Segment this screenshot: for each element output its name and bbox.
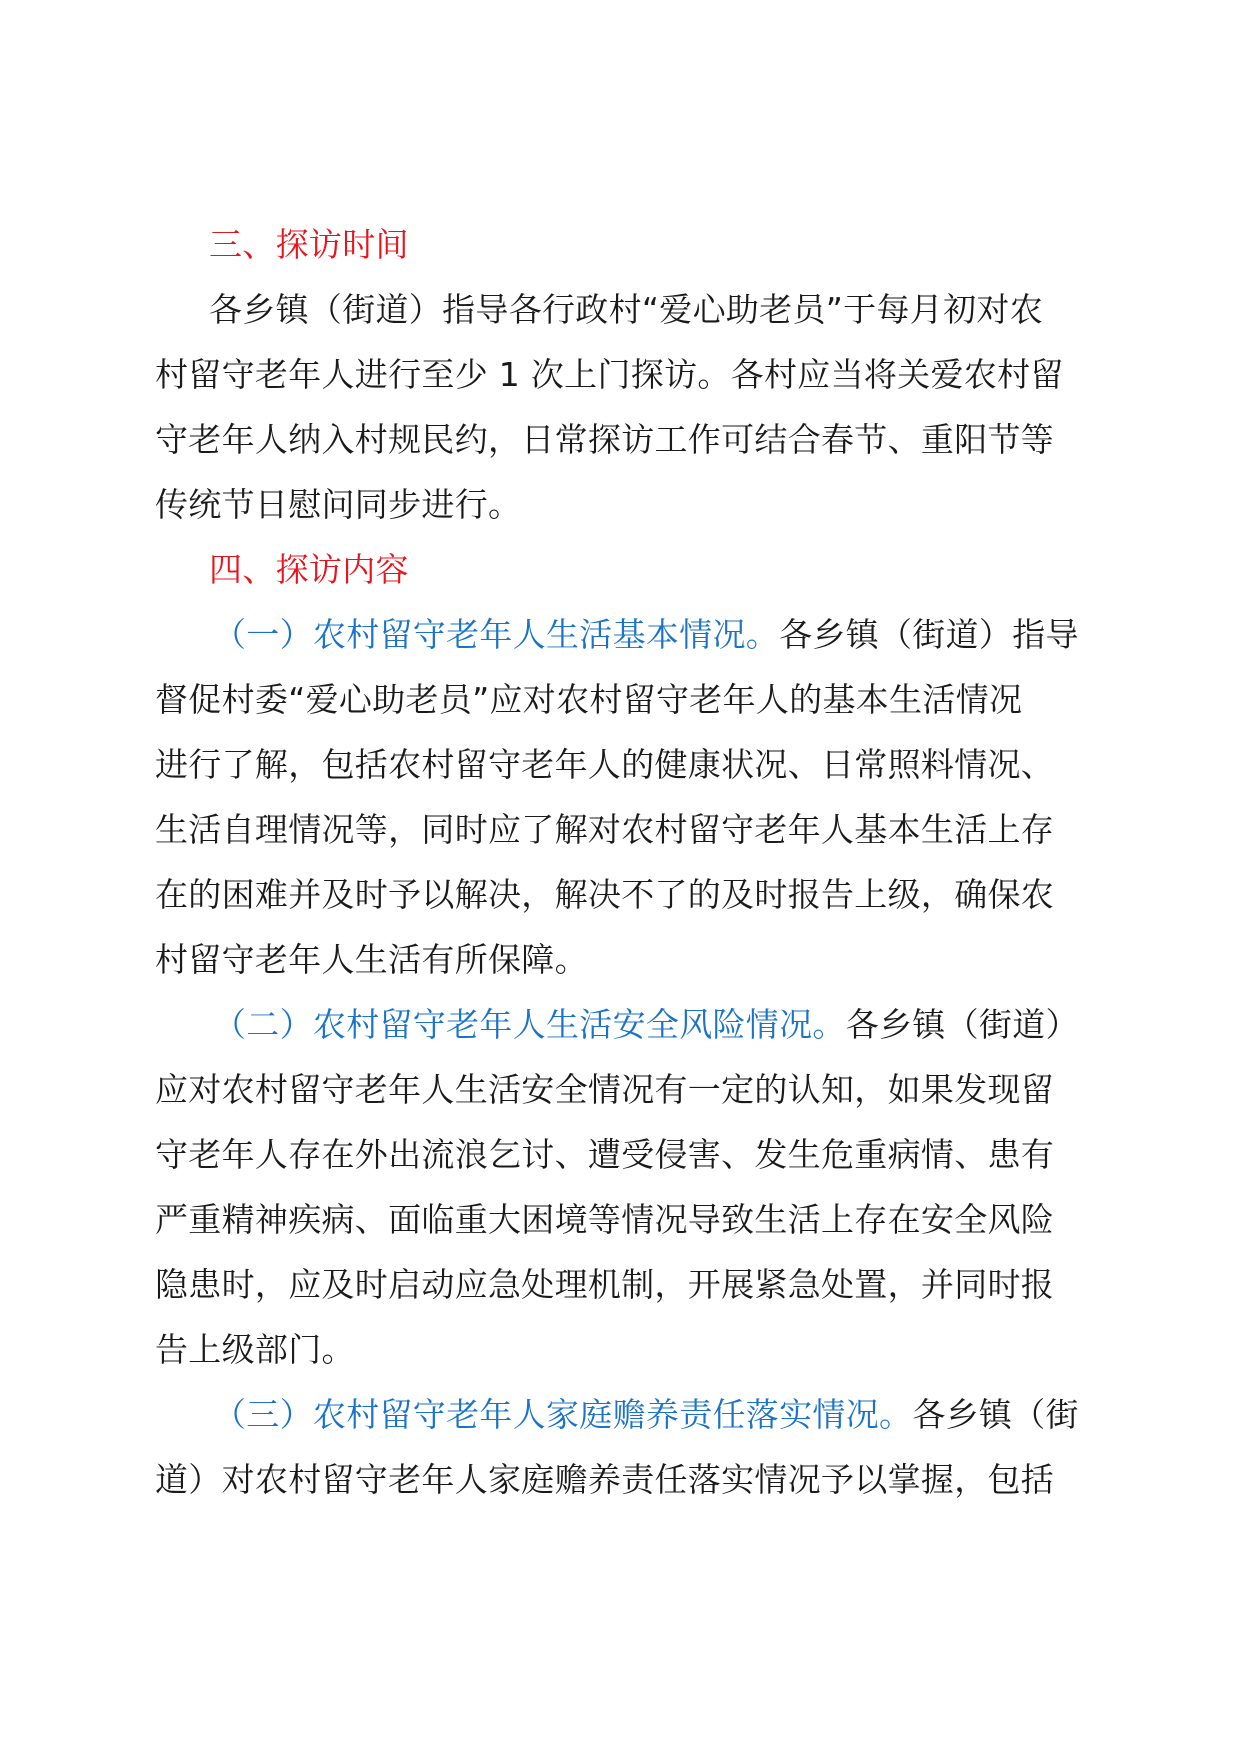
- paragraph-line: 守老年人存在外出流浪乞讨、遭受侵害、发生危重病情、患有: [155, 1135, 1055, 1174]
- subheading-basic-living: （一）农村留守老年人生活基本情况。: [213, 615, 780, 654]
- paragraph-line: 各乡镇（街道）指导各行政村“爱心助老员”于每月初对农: [209, 290, 1043, 329]
- paragraph-line: 村留守老年人生活有所保障。: [155, 940, 588, 979]
- paragraph-line: 传统节日慰问同步进行。: [155, 485, 522, 524]
- paragraph-line: 隐患时，应及时启动应急处理机制，开展紧急处置，并同时报: [155, 1265, 1055, 1304]
- subheading-family-support: （三）农村留守老年人家庭赡养责任落实情况。: [213, 1395, 913, 1434]
- paragraph-line: 督促村委“爱心助老员”应对农村留守老年人的基本生活情况: [155, 680, 1023, 719]
- item-first-line: [155, 602, 1090, 667]
- subheading-safety-risk: （二）农村留守老年人生活安全风险情况。: [213, 1005, 846, 1044]
- paragraph-line: 严重精神疾病、面临重大困境等情况导致生活上存在安全风险: [155, 1200, 1055, 1239]
- paragraph-line: 村留守老年人进行至少 1 次上门探访。各村应当将关爱农村留: [155, 355, 1064, 394]
- paragraph-line: 守老年人纳入村规民约，日常探访工作可结合春节、重阳节等: [155, 420, 1055, 459]
- section-heading-visit-content: 四、探访内容: [209, 550, 409, 589]
- paragraph-text: 各乡镇（街道）指导: [779, 615, 1079, 654]
- item-first-line: [155, 1382, 1090, 1447]
- paragraph-line: 在的困难并及时予以解决，解决不了的及时报告上级，确保农: [155, 875, 1055, 914]
- paragraph-line: 进行了解，包括农村留守老年人的健康状况、日常照料情况、: [155, 745, 1055, 784]
- document-body: [155, 212, 1090, 1512]
- paragraph-line: 生活自理情况等，同时应了解对农村留守老年人基本生活上存: [155, 810, 1055, 849]
- section-heading-visit-time: 三、探访时间: [209, 225, 409, 264]
- paragraph-line: 道）对农村留守老年人家庭赡养责任落实情况予以掌握，包括: [155, 1460, 1055, 1499]
- paragraph-line: 告上级部门。: [155, 1330, 355, 1369]
- paragraph-line: 应对农村留守老年人生活安全情况有一定的认知，如果发现留: [155, 1070, 1055, 1109]
- paragraph-text: 各乡镇（街道）: [845, 1005, 1079, 1044]
- item-first-line: [155, 992, 1090, 1057]
- paragraph-text: 各乡镇（街: [912, 1395, 1079, 1434]
